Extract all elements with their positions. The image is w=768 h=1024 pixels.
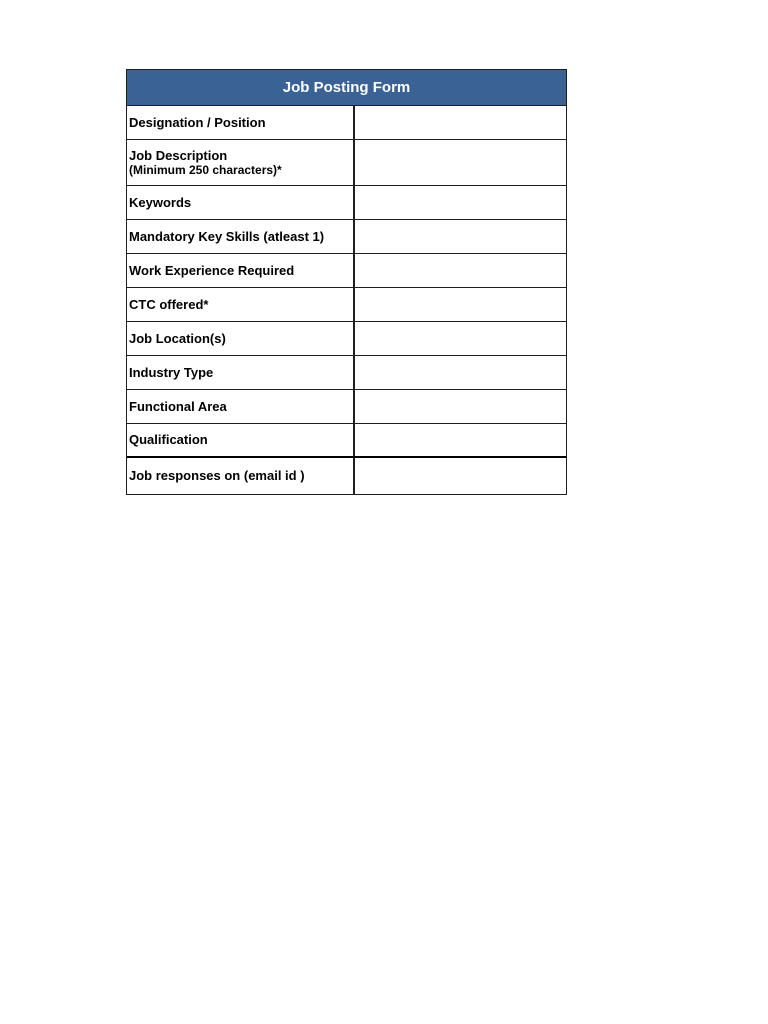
job-location-input-cell[interactable] — [354, 322, 567, 355]
designation-input[interactable] — [355, 106, 566, 139]
field-row-email — [127, 458, 566, 494]
field-label-job-location: Job Location(s) — [127, 322, 354, 355]
qualification-input[interactable] — [355, 424, 566, 456]
field-row-job-description — [127, 140, 566, 186]
email-input[interactable] — [355, 458, 566, 494]
designation-input-cell[interactable] — [354, 106, 567, 139]
field-row-work-experience — [127, 254, 566, 288]
field-row-designation — [127, 106, 566, 140]
field-row-functional-area — [127, 390, 566, 424]
key-skills-input-cell[interactable] — [354, 220, 567, 253]
work-experience-input[interactable] — [355, 254, 566, 287]
field-row-job-location — [127, 322, 566, 356]
field-label-ctc: CTC offered* — [127, 288, 354, 321]
ctc-input-cell[interactable] — [354, 288, 567, 321]
field-row-qualification — [127, 424, 566, 458]
field-label-functional-area: Functional Area — [127, 390, 354, 423]
field-label-job-description: Job Description (Minimum 250 characters)* — [127, 140, 354, 185]
work-experience-input-cell[interactable] — [354, 254, 567, 287]
field-label-industry-type: Industry Type — [127, 356, 354, 389]
field-label-key-skills: Mandatory Key Skills (atleast 1) — [127, 220, 354, 253]
field-row-keywords — [127, 186, 566, 220]
industry-type-input-cell[interactable] — [354, 356, 567, 389]
field-label-qualification: Qualification — [127, 424, 354, 456]
keywords-input[interactable] — [355, 186, 566, 219]
field-row-key-skills — [127, 220, 566, 254]
industry-type-input[interactable] — [355, 356, 566, 389]
keywords-input-cell[interactable] — [354, 186, 567, 219]
field-row-ctc — [127, 288, 566, 322]
field-row-industry-type — [127, 356, 566, 390]
ctc-input[interactable] — [355, 288, 566, 321]
field-label-work-experience: Work Experience Required — [127, 254, 354, 287]
email-input-cell[interactable] — [354, 458, 566, 494]
qualification-input-cell[interactable] — [354, 424, 567, 456]
job-description-input-cell[interactable] — [354, 140, 567, 185]
form-title: Job Posting Form — [127, 70, 566, 106]
key-skills-input[interactable] — [355, 220, 566, 253]
job-location-input[interactable] — [355, 322, 566, 355]
field-label-email: Job responses on (email id ) — [127, 458, 354, 494]
functional-area-input[interactable] — [355, 390, 566, 423]
field-label-keywords: Keywords — [127, 186, 354, 219]
job-description-input[interactable] — [355, 140, 566, 185]
field-label-designation: Designation / Position — [127, 106, 354, 139]
field-sublabel-job-description: (Minimum 250 characters)* — [129, 162, 282, 177]
job-posting-form — [126, 69, 567, 495]
functional-area-input-cell[interactable] — [354, 390, 567, 423]
